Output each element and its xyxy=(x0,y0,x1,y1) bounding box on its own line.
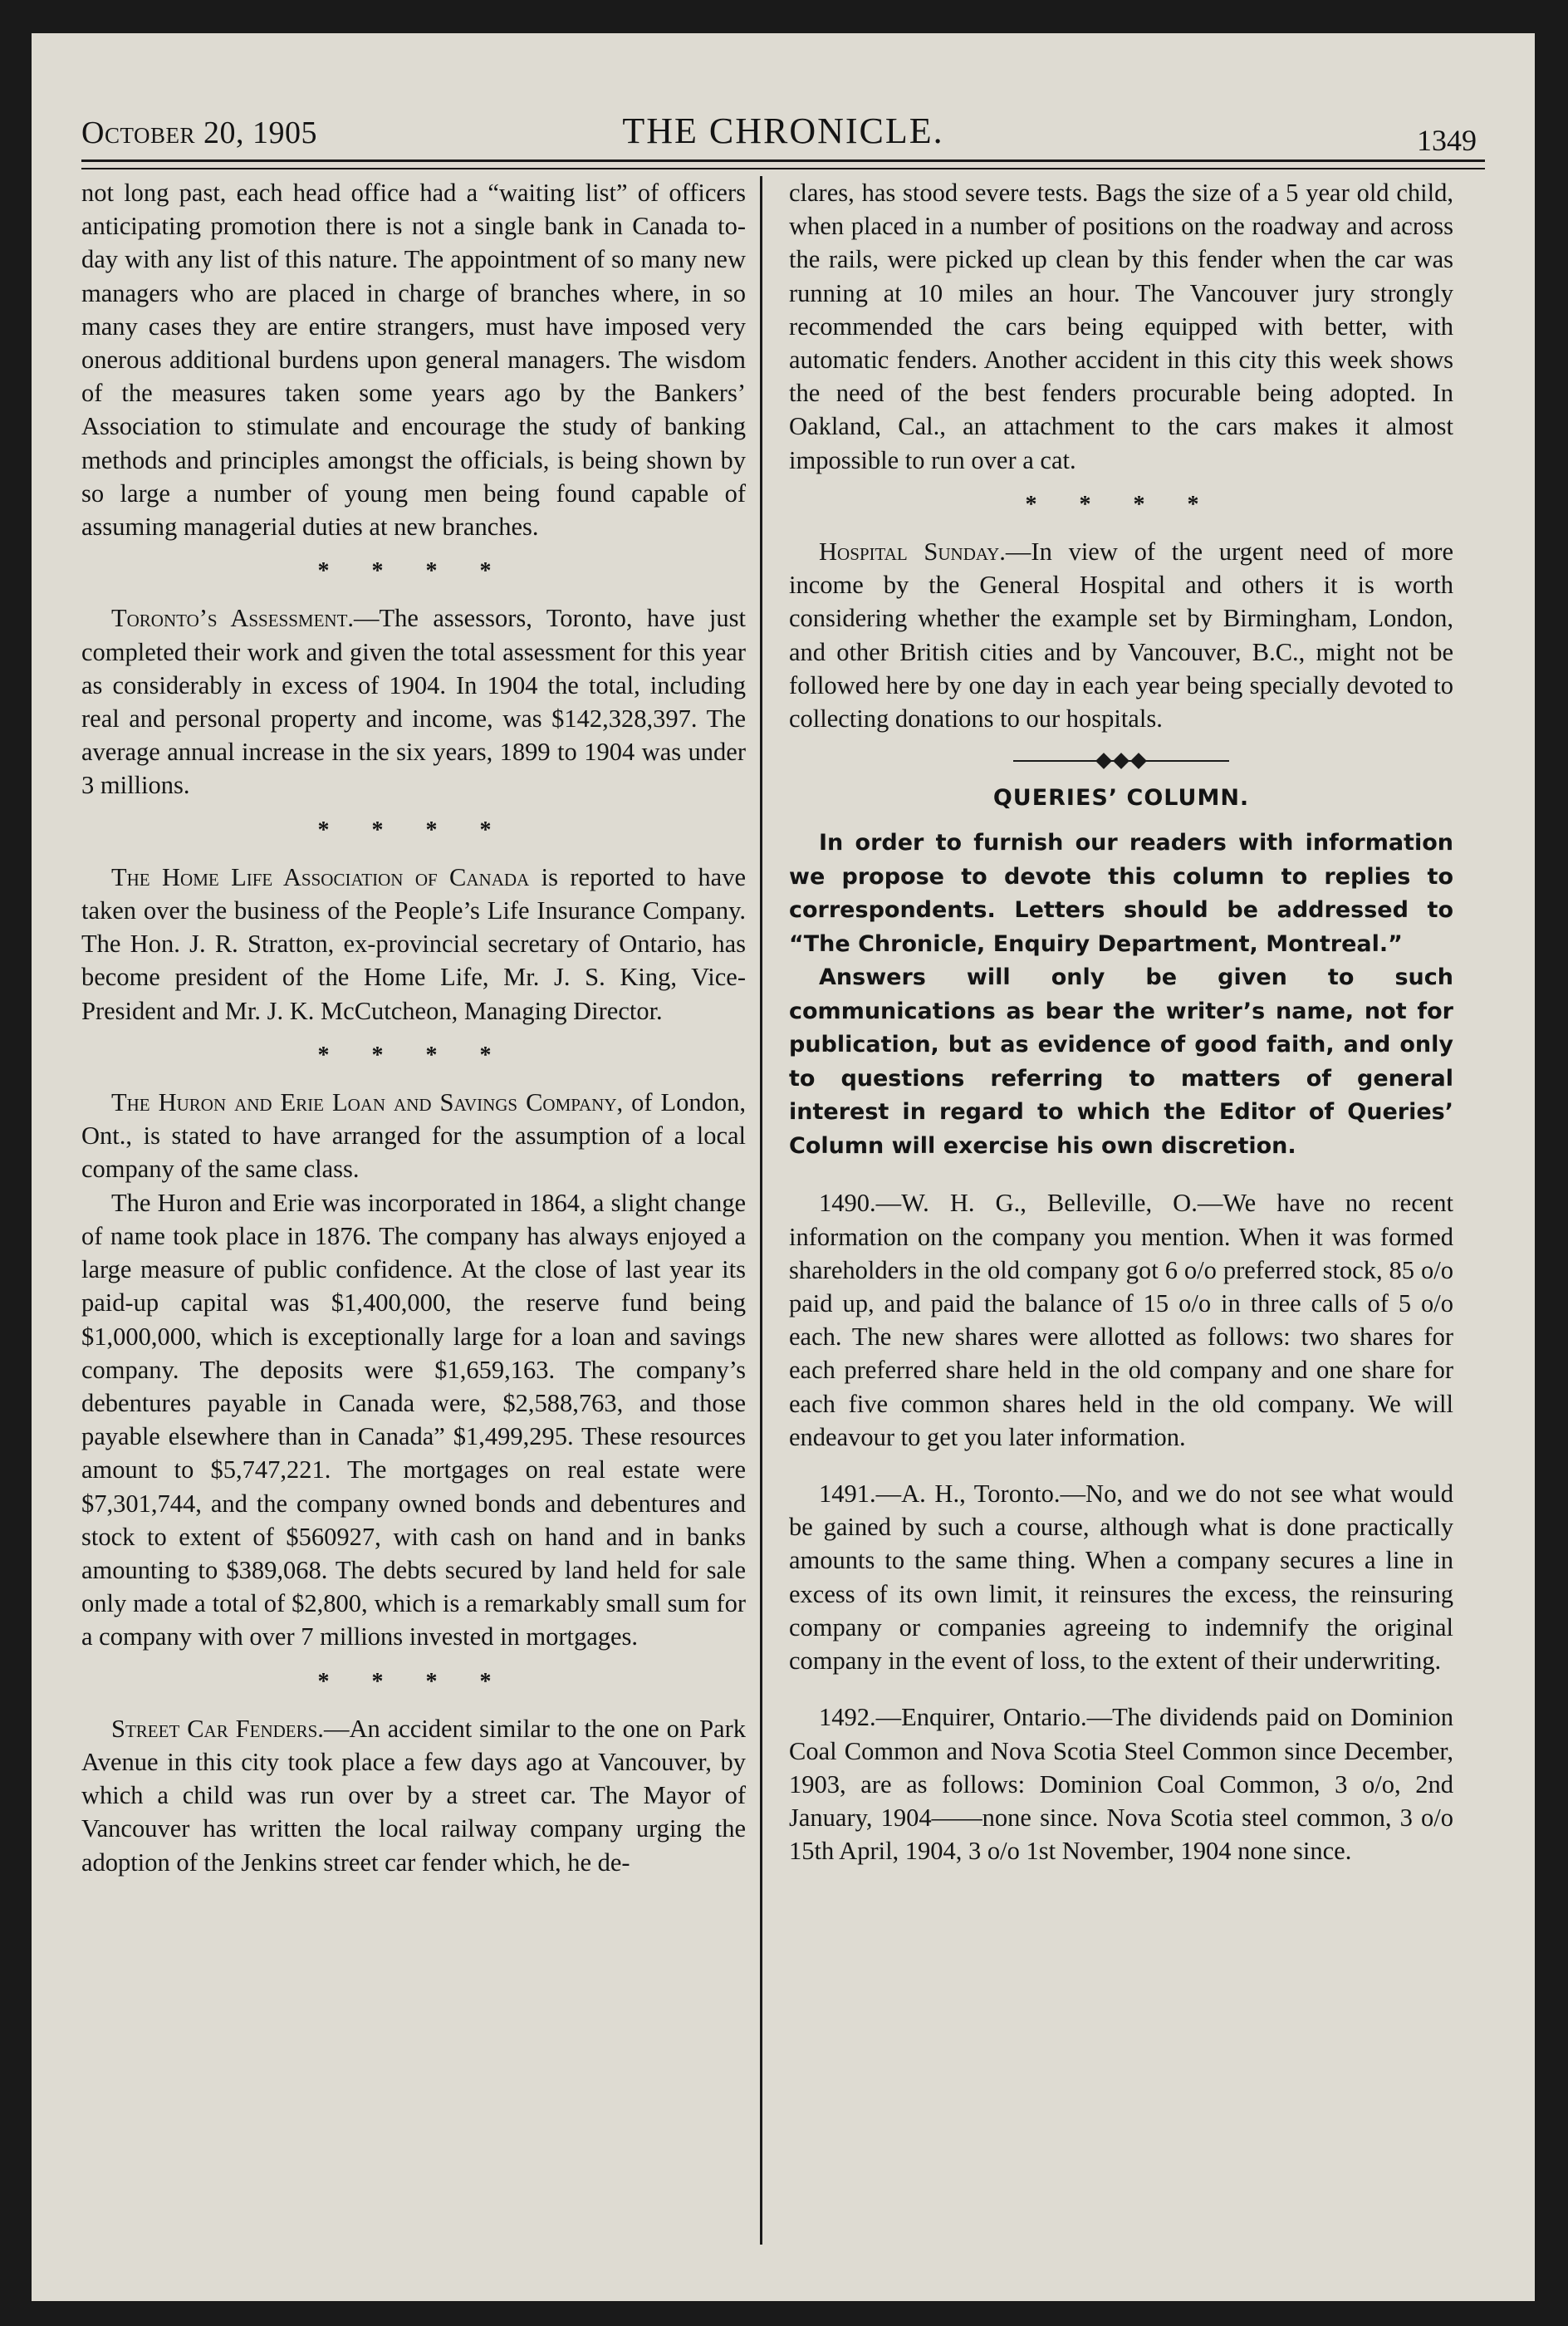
query-1491: 1491.—A. H., Toronto.—No, and we do not see what would be gained by such a course, although what is done practically amounts to the same thing. When a company secures a line in excess of its own limit, it reinsures the excess, the reinsuring company or companies agreeing to indemnify the original company in the event of loss, to the extent of their underwriting. xyxy=(789,1480,1453,1676)
street-car-body: —An accident similar to the one on Park Avenue in this city took place a few days ago at Vancouver, by which a child was run over by a street car. The Mayor of Vancouver has written the local railway company urging the adoption of the Jenkins street car fender which, he de- xyxy=(81,1714,746,1877)
queries-intro: In order to furnish our readers with information we propose to devote this column to replies to correspondents. Letters should be addressed to “The Chronicle, Enquiry Department, Montreal.” xyxy=(789,830,1453,957)
huron-erie-body: of London, Ont., is stated to have arranged for the assumption of a local company of the same class. xyxy=(81,1088,746,1184)
hospital-sunday-paragraph xyxy=(789,535,1453,735)
queries-rules: Answers will only be given to such communications as bear the writer’s name, not for publication, but as evidence of good faith, and only to questions referring to matters of general interest in regard to which the Editor of Queries’ Column will exercise his own discretion. xyxy=(789,964,1453,1159)
column-divider xyxy=(760,176,762,2245)
publication-title: THE CHRONICLE. xyxy=(622,110,944,151)
home-life-heading: The Home Life Association of Canada xyxy=(111,862,530,891)
issue-date: October 20, 1905 xyxy=(81,115,317,150)
street-car-paragraph xyxy=(81,1712,746,1879)
ornament-divider xyxy=(1013,755,1229,767)
street-car-heading: Street Car Fenders. xyxy=(111,1714,324,1743)
toronto-assessment-paragraph xyxy=(81,601,746,802)
newspaper-page xyxy=(32,33,1535,2301)
huron-erie-details: The Huron and Erie was incorporated in 1864, a slight change of name took place in 1876. The company has always enjoyed a large measure of public confidence. At the close of last year its paid-up capital was $1,400,000, the reserve fund being $1,000,000, which is exceptionally large for a loan and savings company. The deposits were $1,659,163. The company’s debentures payable in Canada were, $2,588,763, and those payable elsewhere than in Canada” $1,499,295. These resources amount to $5,747,221. The mortgages on real estate were $7,301,744, and the company owned bonds and debentures and stock to extent of $560927, with cash on hand and in banks amounting to $389,068. The debts secured by land held for sale only made a total of $2,800, which is a remarkably small sum for a company with over 7 millions invested in mortgages. xyxy=(81,1188,746,1651)
toronto-assessment-body: —The assessors, Toronto, have just completed their work and given the total assessment for this year as considerably in excess of 1904. In 1904 the total, including real and personal property and income, was $142,328,397. The average annual increase in the six years, 1899 to 1904 was under 3 millions. xyxy=(81,604,746,800)
section-separator: * * * * xyxy=(317,1668,510,1695)
left-column xyxy=(81,176,746,1879)
home-life-body: is reported to have taken over the business of the People’s Life Insurance Company. The Hon. J. R. Stratton, ex-provincial secretary of Ontario, has become president of the Home Life, Mr. J. S. King, Vice-President and Mr. J. K. McCutcheon, Managing Director. xyxy=(81,862,746,1025)
section-separator: * * * * xyxy=(317,817,510,843)
query-1492: 1492.—Enquirer, Ontario.—The dividends paid on Dominion Coal Common and Nova Scotia Steel Common since December, 1903, are as follows: Dominion Coal Common, 3 o/o, 2nd January, 1904——none since. Nova Scotia steel common, 3 o/o 15th April, 1904, 3 o/o 1st November, 1904 none since. xyxy=(789,1703,1453,1866)
intro-paragraph: not long past, each head office had a “waiting list” of officers anticipating promotion there is not a single bank in Canada to-day with any list of this nature. The appointment of so many new managers who are placed in charge of branches where, in so many cases they are entire strangers, must have imposed very onerous additional burdens upon general managers. The wisdom of the measures taken some years ago by the Bankers’ Association to stimulate and encourage the study of banking methods and principles amongst the officials, is being shown by so large a number of young men being found capable of assuming managerial duties at new branches. xyxy=(81,179,746,542)
page-header xyxy=(81,98,1485,164)
query-1490: 1490.—W. H. G., Belleville, O.—We have no recent information on the company you mention. When it was formed shareholders in the old company got 6 o/o preferred stock, 85 o/o paid up, and paid the balance of 15 o/o in three calls of 5 o/o each. The new shares were allotted as follows: two shares for each preferred share held in the old company and one share for each five common shares held in the old company. We will endeavour to get you later information. xyxy=(789,1189,1453,1451)
street-car-continued: clares, has stood severe tests. Bags the size of a 5 year old child, when placed in a number of positions on the roadway and across the rails, were picked up clean by this fender when the car was running at 10 miles an hour. The Vancouver jury strongly recommended the cars being equipped with better, with automatic fenders. Another accident in this city this week shows the need of the best fenders procurable being adopted. In Oakland, Cal., an attachment to the cars makes it almost impossible to run over a cat. xyxy=(789,179,1453,474)
page-number: 1349 xyxy=(1417,124,1477,157)
section-separator: * * * * xyxy=(317,558,510,585)
huron-erie-paragraph xyxy=(81,1086,746,1186)
right-column xyxy=(789,176,1453,1867)
toronto-assessment-heading: Toronto’s Assessment. xyxy=(111,604,355,633)
queries-column-title: QUERIES’ COLUMN. xyxy=(992,785,1250,812)
hospital-sunday-heading: Hospital Sunday. xyxy=(819,537,1006,567)
header-rule xyxy=(81,159,1485,169)
section-separator: * * * * xyxy=(317,1042,510,1068)
home-life-paragraph xyxy=(81,861,746,1028)
huron-erie-heading: The Huron and Erie Loan and Savings Company, xyxy=(111,1088,624,1117)
hospital-sunday-body: —In view of the urgent need of more income by the General Hospital and others it is worth considering whether the example set by Birmingham, London, and other British cities and by Vancouver, B.C., might not be followed here by one day in each year being specially devoted to collecting donations to our hospitals. xyxy=(789,537,1453,734)
section-separator: * * * * xyxy=(1025,491,1218,518)
